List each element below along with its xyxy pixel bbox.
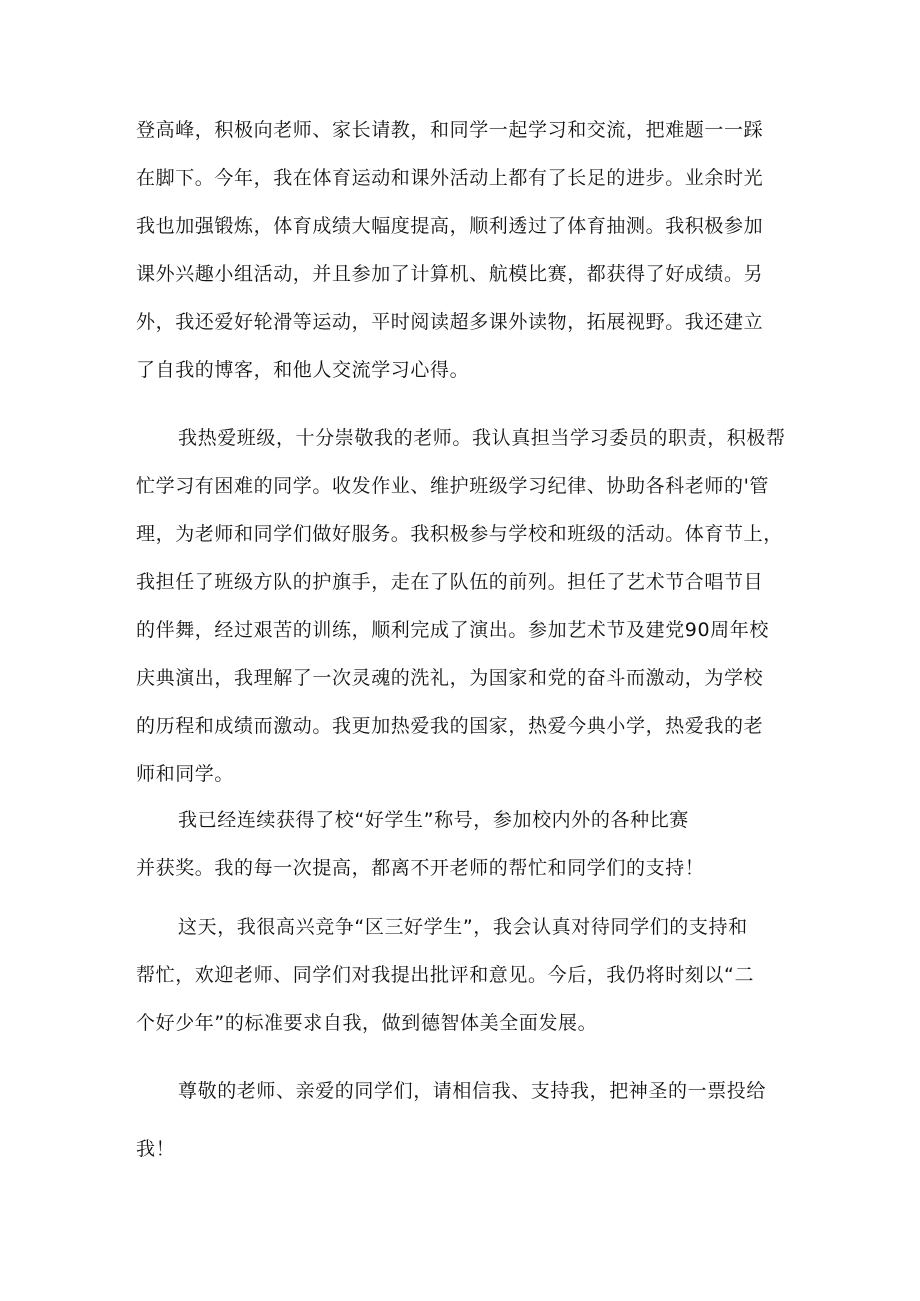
paragraph-5 [136,1062,796,1178]
paragraph-1 [136,106,796,394]
paragraph-line: 忙学习有困难的同学。收发作业、维护班级学习纪律、协助各科老师的'管 [136,475,770,497]
paragraph-line: 我已经连续获得了校“好学生”称号，参加校内外的各种比赛 [178,809,689,831]
paragraph-line: 的历程和成绩而激动。我更加热爱我的国家，热爱今典小学，热爱我的老 [136,715,764,737]
paragraph-line: 帮忙，欢迎老师、同学们对我提出批评和意见。今后，我仍将时刻以“二 [136,964,755,986]
paragraph-line: 并获奖。我的每一次提高，都离不开老师的帮忙和同学们的支持！ [136,857,705,879]
paragraph-line: 尊敬的老师、亲爱的同学们，请相信我、支持我，把神圣的一票投给 [178,1080,767,1102]
paragraph-line: 我也加强锻炼，体育成绩大幅度提高，顺利透过了体育抽测。我积极参加 [136,215,764,237]
paragraph-line: 了自我的博客，和他人交流学习心得。 [136,359,470,381]
paragraph-line: 课外兴趣小组活动，并且参加了计算机、航模比赛，都获得了好成绩。另 [136,263,764,285]
paragraph-2 [136,414,796,798]
paragraph-line: 这天，我很高兴竞争“区三好学生”，我会认真对待同学们的支持和 [178,916,748,938]
paragraph-line: 我担任了班级方队的护旗手，走在了队伍的前列。担任了艺术节合唱节目 [136,571,764,593]
paragraph-3 [136,796,796,892]
paragraph-line: 我热爱班级，十分崇敬我的老师。我认真担当学习委员的职责，积极帮 [178,427,786,449]
paragraph-4 [136,903,796,1047]
paragraph-line: 庆典演出，我理解了一次灵魂的洗礼，为国家和党的奋斗而激动，为学校 [136,667,764,689]
paragraph-line: 在脚下。今年，我在体育运动和课外活动上都有了长足的进步。业余时光 [136,167,764,189]
paragraph-line: 理，为老师和同学们做好服务。我积极参与学校和班级的活动。体育节上， [136,523,783,545]
paragraph-line: 师和同学。 [136,763,235,785]
paragraph-line: 个好少年”的标准要求自我，做到德智体美全面发展。 [136,1012,598,1034]
paragraph-line: 登高峰，积极向老师、家长请教，和同学一起学习和交流，把难题一一踩 [136,119,764,141]
paragraph-line: 我！ [136,1138,176,1160]
paragraph-line: 外，我还爱好轮滑等运动，平时阅读超多课外读物，拓展视野。我还建立 [136,311,764,333]
paragraph-line: 的伴舞，经过艰苦的训练，顺利完成了演出。参加艺术节及建党90周年校 [136,619,769,641]
